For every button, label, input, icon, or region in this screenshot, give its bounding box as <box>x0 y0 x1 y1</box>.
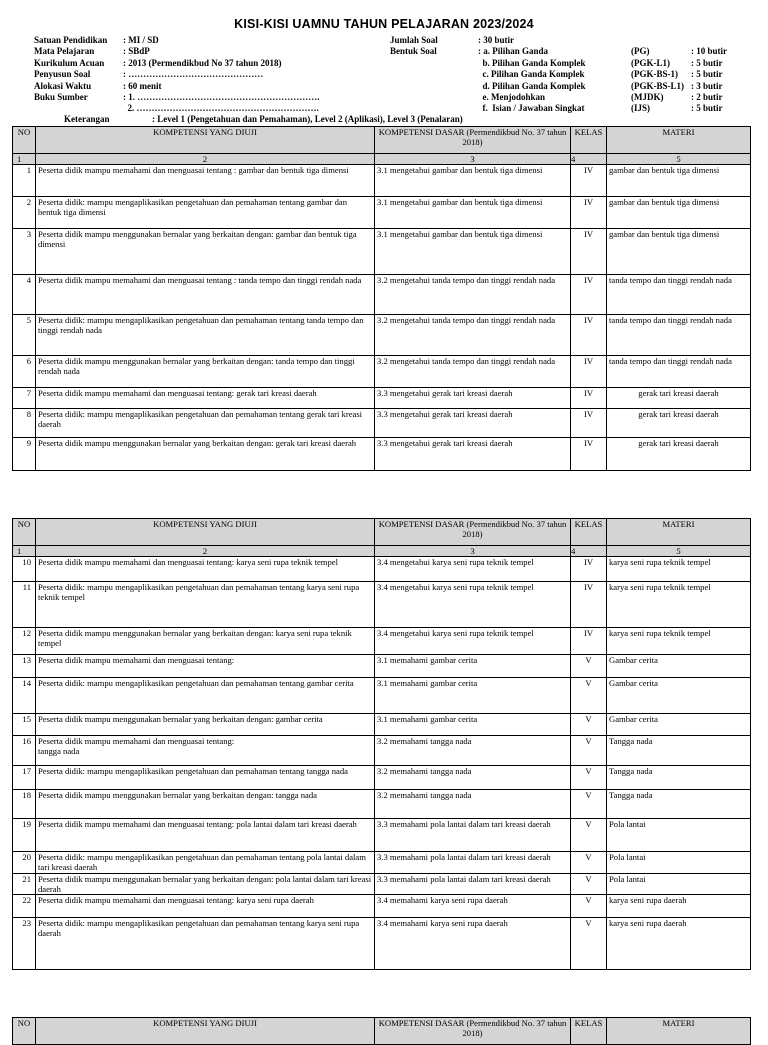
row-no: 7 <box>13 388 36 409</box>
column-number: 3 <box>375 546 571 557</box>
row-no: 4 <box>13 275 36 315</box>
meta-label: Bentuk Soal <box>390 46 437 57</box>
row-kompetensi-dasar: 3.3 memahami pola lantai dalam tari kreasi daerah <box>375 819 571 852</box>
row-kompetensi: Peserta didik mampu memahami dan menguasai tentang: tangga nada <box>36 736 375 766</box>
row-no: 12 <box>13 628 36 655</box>
table-2-body <box>13 557 751 970</box>
meta-label <box>390 58 478 69</box>
table-row <box>13 628 751 655</box>
row-materi: Tangga nada <box>607 736 751 766</box>
table-row <box>13 315 751 356</box>
row-no: 13 <box>13 655 36 678</box>
row-materi: Gambar cerita <box>607 655 751 678</box>
header-no: NO <box>13 127 36 154</box>
table-row <box>13 766 751 790</box>
meta-value: f. Isian / Jawaban Singkat <box>478 103 585 114</box>
row-no: 1 <box>13 165 36 197</box>
header-kompetensi: KOMPETENSI YANG DIUJI <box>36 127 375 154</box>
row-kompetensi-dasar: 3.3 mengetahui gerak tari kreasi daerah <box>375 409 571 438</box>
row-kompetensi-dasar: 3.3 memahami pola lantai dalam tari kreasi daerah <box>375 873 571 894</box>
row-kelas: V <box>571 895 607 918</box>
row-materi: karya seni rupa teknik tempel <box>607 582 751 628</box>
row-kompetensi: Peserta didik: mampu mengaplikasikan pengetahuan dan pemahaman tentang gambar dan bentuk tiga dimensi <box>36 197 375 229</box>
column-number: 3 <box>375 154 571 165</box>
row-kompetensi-dasar: 3.2 memahami tangga nada <box>375 790 571 819</box>
keterangan-value: : Level 1 (Pengetahuan dan Pemahaman), Level 2 (Aplikasi), Level 3 (Penalaran) <box>152 114 463 124</box>
meta-value: : 2013 (Permendikbud No 37 tahun 2018) <box>123 57 282 68</box>
row-kompetensi: Peserta didik: mampu mengaplikasikan pengetahuan dan pemahaman tentang gerak tari kreasi daerah <box>36 409 375 438</box>
row-kompetensi: Peserta didik mampu memahami dan menguasai tentang: pola lantai dalam tari kreasi daerah <box>36 819 375 852</box>
meta-label: Jumlah Soal <box>390 35 438 45</box>
table-row <box>13 790 751 819</box>
row-materi: Pola lantai <box>607 873 751 894</box>
row-no: 20 <box>13 852 36 873</box>
meta-code <box>631 35 691 46</box>
table-row <box>13 356 751 388</box>
meta-row-alokasi <box>34 81 320 92</box>
row-kompetensi-dasar: 3.2 memahami tangga nada <box>375 766 571 790</box>
meta-value: 2. ……………………………………………………. <box>123 103 319 114</box>
row-kompetensi-dasar: 3.3 mengetahui gerak tari kreasi daerah <box>375 388 571 409</box>
meta-right-block <box>390 35 727 115</box>
row-kompetensi-dasar: 3.2 mengetahui tanda tempo dan tinggi rendah nada <box>375 275 571 315</box>
row-no: 22 <box>13 895 36 918</box>
meta-value: : MI / SD <box>123 35 159 45</box>
kisi-kisi-table-1 <box>12 126 751 471</box>
meta-label: Mata Pelajaran <box>34 46 95 57</box>
header-kelas: KELAS <box>571 1018 607 1045</box>
row-kompetensi-dasar: 3.1 memahami gambar cerita <box>375 678 571 714</box>
row-kompetensi-dasar: 3.1 mengetahui gambar dan bentuk tiga dimensi <box>375 165 571 197</box>
table-row <box>13 895 751 918</box>
meta-left-block <box>34 35 320 115</box>
column-number: 4 <box>571 546 607 557</box>
column-number: 1 <box>13 546 36 557</box>
row-kelas: V <box>571 714 607 736</box>
keterangan-label: Keterangan <box>64 114 110 124</box>
table-row <box>13 438 751 471</box>
row-materi: karya seni rupa teknik tempel <box>607 628 751 655</box>
row-kompetensi: Peserta didik mampu memahami dan menguasai tentang: <box>36 655 375 678</box>
meta-row-bentuk-d <box>390 81 727 92</box>
row-materi: tanda tempo dan tinggi rendah nada <box>607 356 751 388</box>
row-kompetensi-dasar: 3.4 memahami karya seni rupa daerah <box>375 918 571 970</box>
table-1-body <box>13 165 751 471</box>
row-kelas: IV <box>571 628 607 655</box>
table-row <box>13 275 751 315</box>
meta-value: : 60 menit <box>123 80 162 91</box>
meta-label <box>390 81 478 92</box>
header-kelas: KELAS <box>571 127 607 154</box>
row-kelas: V <box>571 852 607 873</box>
row-no: 21 <box>13 873 36 894</box>
meta-row-penyusun <box>34 69 320 80</box>
row-kompetensi: Peserta didik mampu menggunakan bernalar yang berkaitan dengan: karya seni rupa teknik tempel <box>36 628 375 655</box>
row-kelas: V <box>571 655 607 678</box>
kisi-kisi-table-3 <box>12 1017 751 1045</box>
meta-label: Kurikulum Acuan <box>34 57 105 68</box>
row-no: 17 <box>13 766 36 790</box>
table-row <box>13 229 751 275</box>
row-materi: karya seni rupa daerah <box>607 895 751 918</box>
meta-row-bentuk-e <box>390 92 727 103</box>
table-row <box>13 736 751 766</box>
meta-row-bentuk-c <box>390 69 727 80</box>
table-row <box>13 918 751 970</box>
row-kelas: V <box>571 819 607 852</box>
meta-count: : 5 butir <box>691 69 723 80</box>
row-no: 10 <box>13 557 36 582</box>
row-materi: Pola lantai <box>607 819 751 852</box>
row-kompetensi: Peserta didik mampu menggunakan bernalar yang berkaitan dengan: tangga nada <box>36 790 375 819</box>
header-materi: MATERI <box>607 1018 751 1045</box>
meta-value: b. Pilihan Ganda Komplek <box>478 57 586 68</box>
meta-code: (PGK-BS-1) <box>631 69 678 80</box>
row-kompetensi: Peserta didik mampu memahami dan menguasai tentang: karya seni rupa daerah <box>36 895 375 918</box>
row-kompetensi: Peserta didik: mampu mengaplikasikan pengetahuan dan pemahaman tentang karya seni rupa daerah <box>36 918 375 970</box>
table-row <box>13 678 751 714</box>
row-kelas: IV <box>571 315 607 356</box>
row-kompetensi: Peserta didik mampu menggunakan bernalar yang berkaitan dengan: gerak tari kreasi daerah <box>36 438 375 471</box>
row-no: 3 <box>13 229 36 275</box>
row-kompetensi: Peserta didik: mampu mengaplikasikan pengetahuan dan pemahaman tentang gambar cerita <box>36 678 375 714</box>
row-kelas: V <box>571 766 607 790</box>
meta-label: Satuan Pendidikan <box>34 35 108 45</box>
row-no: 8 <box>13 409 36 438</box>
row-kompetensi-dasar: 3.2 memahami tangga nada <box>375 736 571 766</box>
meta-row-buku <box>34 92 320 103</box>
meta-count: : 5 butir <box>691 57 723 68</box>
column-number: 5 <box>607 546 751 557</box>
row-kelas: V <box>571 790 607 819</box>
row-no: 19 <box>13 819 36 852</box>
row-kompetensi: Peserta didik mampu menggunakan bernalar yang berkaitan dengan: pola lantai dalam tari kreasi daerah <box>36 873 375 894</box>
row-kompetensi: Peserta didik mampu memahami dan menguasai tentang: gerak tari kreasi daerah <box>36 388 375 409</box>
row-kompetensi: Peserta didik mampu menggunakan bernalar yang berkaitan dengan: gambar dan bentuk tiga dimensi <box>36 229 375 275</box>
table-row <box>13 557 751 582</box>
table-row <box>13 197 751 229</box>
row-materi: tanda tempo dan tinggi rendah nada <box>607 315 751 356</box>
row-kompetensi: Peserta didik mampu menggunakan bernalar yang berkaitan dengan: gambar cerita <box>36 714 375 736</box>
meta-row-bentuk-a <box>390 46 727 57</box>
row-kelas: IV <box>571 197 607 229</box>
table-row <box>13 165 751 197</box>
header-kelas: KELAS <box>571 519 607 546</box>
meta-value: : ……………………………………… <box>123 69 264 80</box>
row-kelas: IV <box>571 275 607 315</box>
row-kompetensi: Peserta didik: mampu mengaplikasikan pengetahuan dan pemahaman tentang karya seni rupa teknik tempel <box>36 582 375 628</box>
row-no: 15 <box>13 714 36 736</box>
row-no: 14 <box>13 678 36 714</box>
column-number: 4 <box>571 154 607 165</box>
meta-label <box>390 92 478 103</box>
row-kompetensi-dasar: 3.4 mengetahui karya seni rupa teknik tempel <box>375 582 571 628</box>
meta-code: (IJS) <box>631 103 651 114</box>
meta-row-kurikulum <box>34 58 320 69</box>
meta-row-jumlah <box>390 35 727 46</box>
header-materi: MATERI <box>607 127 751 154</box>
row-kelas: IV <box>571 582 607 628</box>
meta-row-mapel <box>34 46 320 57</box>
row-kompetensi: Peserta didik: mampu mengaplikasikan pengetahuan dan pemahaman tentang tanda tempo dan tinggi rendah nada <box>36 315 375 356</box>
row-no: 23 <box>13 918 36 970</box>
row-materi: gerak tari kreasi daerah <box>607 438 751 471</box>
row-kelas: V <box>571 736 607 766</box>
row-kompetensi: Peserta didik: mampu mengaplikasikan pengetahuan dan pemahaman tentang tangga nada <box>36 766 375 790</box>
meta-label <box>390 69 478 80</box>
row-materi: Gambar cerita <box>607 678 751 714</box>
meta-count: : 3 butir <box>691 80 723 91</box>
row-materi: Gambar cerita <box>607 714 751 736</box>
meta-value: : 1. ……………………………………………………. <box>123 91 320 102</box>
row-kelas: IV <box>571 165 607 197</box>
meta-value: : 30 butir <box>478 35 514 45</box>
row-kelas: IV <box>571 356 607 388</box>
meta-count: : 10 butir <box>691 46 727 57</box>
row-kelas: IV <box>571 557 607 582</box>
meta-value: d. Pilihan Ganda Komplek <box>478 80 586 91</box>
header-kompetensi: KOMPETENSI YANG DIUJI <box>36 1018 375 1045</box>
keterangan-line <box>64 114 463 124</box>
meta-value: e. Menjodohkan <box>478 91 546 102</box>
row-kompetensi-dasar: 3.1 mengetahui gambar dan bentuk tiga dimensi <box>375 197 571 229</box>
header-kompetensi: KOMPETENSI YANG DIUJI <box>36 519 375 546</box>
meta-label: Buku Sumber <box>34 91 88 102</box>
meta-label: Penyusun Soal <box>34 69 91 80</box>
row-kompetensi: Peserta didik: mampu mengaplikasikan pengetahuan dan pemahaman tentang pola lantai dalam tari kreasi daerah <box>36 852 375 873</box>
column-number: 2 <box>36 546 375 557</box>
row-kompetensi: Peserta didik mampu memahami dan menguasai tentang : gambar dan bentuk tiga dimensi <box>36 165 375 197</box>
table-row <box>13 582 751 628</box>
row-materi: Pola lantai <box>607 852 751 873</box>
meta-value: : SBdP <box>123 46 150 57</box>
row-kelas: IV <box>571 388 607 409</box>
column-number: 5 <box>607 154 751 165</box>
row-materi: gambar dan bentuk tiga dimensi <box>607 197 751 229</box>
row-kelas: V <box>571 918 607 970</box>
meta-value: : a. Pilihan Ganda <box>478 46 549 57</box>
table-row <box>13 852 751 873</box>
row-materi: tanda tempo dan tinggi rendah nada <box>607 275 751 315</box>
row-kompetensi: Peserta didik mampu menggunakan bernalar yang berkaitan dengan: tanda tempo dan tinggi rendah nada <box>36 356 375 388</box>
column-number: 1 <box>13 154 36 165</box>
meta-code: (PGK-BS-L1) <box>631 80 684 91</box>
table-row <box>13 409 751 438</box>
meta-value: c. Pilihan Ganda Komplek <box>478 69 585 80</box>
row-kelas: IV <box>571 438 607 471</box>
row-kompetensi-dasar: 3.3 mengetahui gerak tari kreasi daerah <box>375 438 571 471</box>
column-number: 2 <box>36 154 375 165</box>
row-materi: karya seni rupa teknik tempel <box>607 557 751 582</box>
row-no: 5 <box>13 315 36 356</box>
row-no: 16 <box>13 736 36 766</box>
table-row <box>13 714 751 736</box>
header-no: NO <box>13 1018 36 1045</box>
row-kompetensi-dasar: 3.2 mengetahui tanda tempo dan tinggi rendah nada <box>375 315 571 356</box>
meta-row-bentuk-b <box>390 58 727 69</box>
table-row <box>13 388 751 409</box>
meta-count: : 5 butir <box>691 103 723 114</box>
meta-code: (MJDK) <box>631 91 664 102</box>
kisi-kisi-table-2 <box>12 518 751 970</box>
row-materi: Tangga nada <box>607 790 751 819</box>
row-kompetensi-dasar: 3.1 memahami gambar cerita <box>375 714 571 736</box>
row-materi: gambar dan bentuk tiga dimensi <box>607 165 751 197</box>
row-kompetensi-dasar: 3.1 mengetahui gambar dan bentuk tiga dimensi <box>375 229 571 275</box>
row-no: 9 <box>13 438 36 471</box>
row-kelas: V <box>571 678 607 714</box>
row-kompetensi-dasar: 3.1 memahami gambar cerita <box>375 655 571 678</box>
meta-code: (PG) <box>631 46 650 57</box>
row-kelas: IV <box>571 229 607 275</box>
document-title: KISI-KISI UAMNU TAHUN PELAJARAN 2023/2024 <box>234 17 534 31</box>
row-no: 6 <box>13 356 36 388</box>
table-row <box>13 873 751 894</box>
row-no: 18 <box>13 790 36 819</box>
row-kompetensi-dasar: 3.2 mengetahui tanda tempo dan tinggi rendah nada <box>375 356 571 388</box>
row-materi: Tangga nada <box>607 766 751 790</box>
row-kompetensi: Peserta didik mampu memahami dan menguasai tentang : tanda tempo dan tinggi rendah nada <box>36 275 375 315</box>
row-materi: karya seni rupa daerah <box>607 918 751 970</box>
table-row <box>13 819 751 852</box>
header-kompetensi-dasar: KOMPETENSI DASAR (Permendikbud No. 37 tahun 2018) <box>375 127 571 154</box>
header-materi: MATERI <box>607 519 751 546</box>
row-kompetensi-dasar: 3.4 mengetahui karya seni rupa teknik tempel <box>375 557 571 582</box>
row-kompetensi-dasar: 3.3 memahami pola lantai dalam tari kreasi daerah <box>375 852 571 873</box>
header-no: NO <box>13 519 36 546</box>
row-materi: gambar dan bentuk tiga dimensi <box>607 229 751 275</box>
row-materi: gerak tari kreasi daerah <box>607 388 751 409</box>
row-materi: gerak tari kreasi daerah <box>607 409 751 438</box>
row-kompetensi-dasar: 3.4 memahami karya seni rupa daerah <box>375 895 571 918</box>
row-kompetensi-dasar: 3.4 mengetahui karya seni rupa teknik tempel <box>375 628 571 655</box>
header-kompetensi-dasar: KOMPETENSI DASAR (Permendikbud No. 37 tahun 2018) <box>375 1018 571 1045</box>
row-kompetensi: Peserta didik mampu memahami dan menguasai tentang: karya seni rupa teknik tempel <box>36 557 375 582</box>
meta-label: Alokasi Waktu <box>34 80 92 91</box>
meta-code: (PGK-L1) <box>631 57 670 68</box>
row-no: 2 <box>13 197 36 229</box>
row-no: 11 <box>13 582 36 628</box>
table-row <box>13 655 751 678</box>
meta-count: : 2 butir <box>691 91 723 102</box>
meta-row-satuan <box>34 35 320 46</box>
row-kelas: V <box>571 873 607 894</box>
row-kelas: IV <box>571 409 607 438</box>
header-kompetensi-dasar: KOMPETENSI DASAR (Permendikbud No. 37 tahun 2018) <box>375 519 571 546</box>
